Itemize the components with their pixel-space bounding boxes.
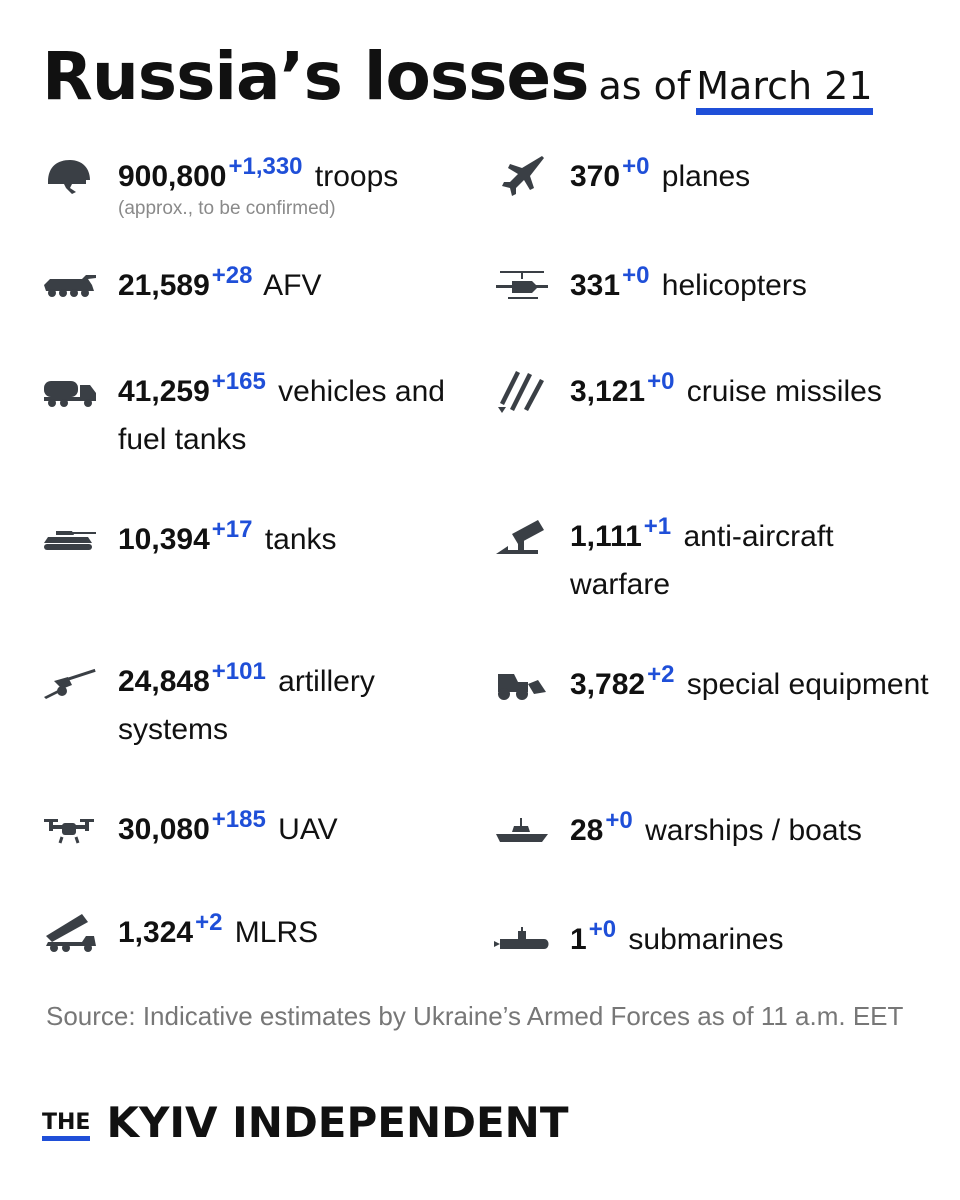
stat-count: 370 xyxy=(570,160,621,193)
stat-line xyxy=(570,917,930,965)
stat-delta: +1 xyxy=(643,513,672,540)
stat-line xyxy=(118,659,478,753)
drone-icon xyxy=(42,807,98,851)
stat-label: troops xyxy=(314,160,399,193)
stat-count: 28 xyxy=(570,814,604,847)
title-date: March 21 xyxy=(696,64,872,115)
anti-aircraft-icon xyxy=(494,514,550,558)
stat-line xyxy=(570,154,930,202)
stat-line xyxy=(118,263,478,311)
warship-icon xyxy=(494,808,550,852)
title-main: Russia’s losses xyxy=(42,38,589,115)
stat-label: special equipment xyxy=(686,668,929,701)
stat-label: AFV xyxy=(263,269,322,302)
brand-logo xyxy=(42,1098,568,1147)
stat-line xyxy=(570,514,930,608)
stat-label: tanks xyxy=(264,523,337,556)
stat-label: submarines xyxy=(628,923,784,956)
stat-line xyxy=(118,154,478,202)
stat-count: 24,848 xyxy=(118,665,210,698)
submarine-icon xyxy=(494,917,550,961)
stat-count: 3,782 xyxy=(570,668,646,701)
stat-line xyxy=(570,808,930,856)
stat-line xyxy=(118,807,478,855)
stat-delta: +2 xyxy=(647,661,675,688)
stat-delta: +185 xyxy=(211,806,266,833)
plane-icon xyxy=(494,154,550,198)
tank-icon xyxy=(42,517,98,561)
stat-label: artillery systems xyxy=(118,665,375,746)
stat-label: UAV xyxy=(278,813,338,846)
stat-count: 21,589 xyxy=(118,269,210,302)
stat-line xyxy=(118,910,478,958)
stat-label: cruise missiles xyxy=(686,375,882,408)
stat-delta: +0 xyxy=(622,153,650,180)
afv-icon xyxy=(42,263,98,307)
stat-delta: +17 xyxy=(211,516,253,543)
stat-label: vehicles and fuel tanks xyxy=(118,375,445,456)
stat-note: (approx., to be confirmed) xyxy=(118,198,336,219)
stat-count: 331 xyxy=(570,269,621,302)
stat-line xyxy=(570,263,930,311)
stat-delta: +0 xyxy=(588,916,617,943)
stat-count: 1,324 xyxy=(118,916,194,949)
stat-count: 41,259 xyxy=(118,375,210,408)
stat-label: MLRS xyxy=(234,916,319,949)
stat-count: 10,394 xyxy=(118,523,210,556)
stat-count: 900,800 xyxy=(118,160,227,193)
helmet-icon xyxy=(42,154,98,198)
artillery-icon xyxy=(42,659,98,703)
stat-delta: +0 xyxy=(605,807,633,834)
stat-count: 3,121 xyxy=(570,375,646,408)
mlrs-icon xyxy=(42,910,98,954)
fuel-truck-icon xyxy=(42,369,98,413)
stat-count: 1,111 xyxy=(570,520,642,553)
source-note: Source: Indicative estimates by Ukraine’s Armed Forces as of 11 a.m. EET xyxy=(46,1001,904,1031)
stat-delta: +0 xyxy=(622,262,650,289)
stat-label: warships / boats xyxy=(645,814,862,847)
stat-delta: +0 xyxy=(647,368,675,395)
stat-delta: +165 xyxy=(211,368,266,395)
stat-line xyxy=(118,517,478,565)
stat-delta: +28 xyxy=(211,262,253,289)
stat-label: helicopters xyxy=(661,269,807,302)
stat-line xyxy=(570,369,930,417)
stat-delta: +101 xyxy=(211,658,266,685)
brand-the: THE xyxy=(42,1110,90,1141)
page-title xyxy=(42,38,873,115)
stat-line xyxy=(118,369,478,463)
stat-count: 1 xyxy=(570,923,587,956)
stat-count: 30,080 xyxy=(118,813,210,846)
stat-line xyxy=(570,662,930,710)
loader-icon xyxy=(494,662,550,706)
missile-icon xyxy=(494,369,550,413)
stat-label: anti-aircraft warfare xyxy=(570,520,834,601)
stat-delta: +2 xyxy=(195,909,223,936)
title-subtitle: as of xyxy=(598,64,691,108)
brand-name: KYIV INDEPENDENT xyxy=(106,1098,569,1147)
stat-label: planes xyxy=(661,160,751,193)
stat-delta: +1,330 xyxy=(228,153,303,180)
helicopter-icon xyxy=(494,263,550,307)
